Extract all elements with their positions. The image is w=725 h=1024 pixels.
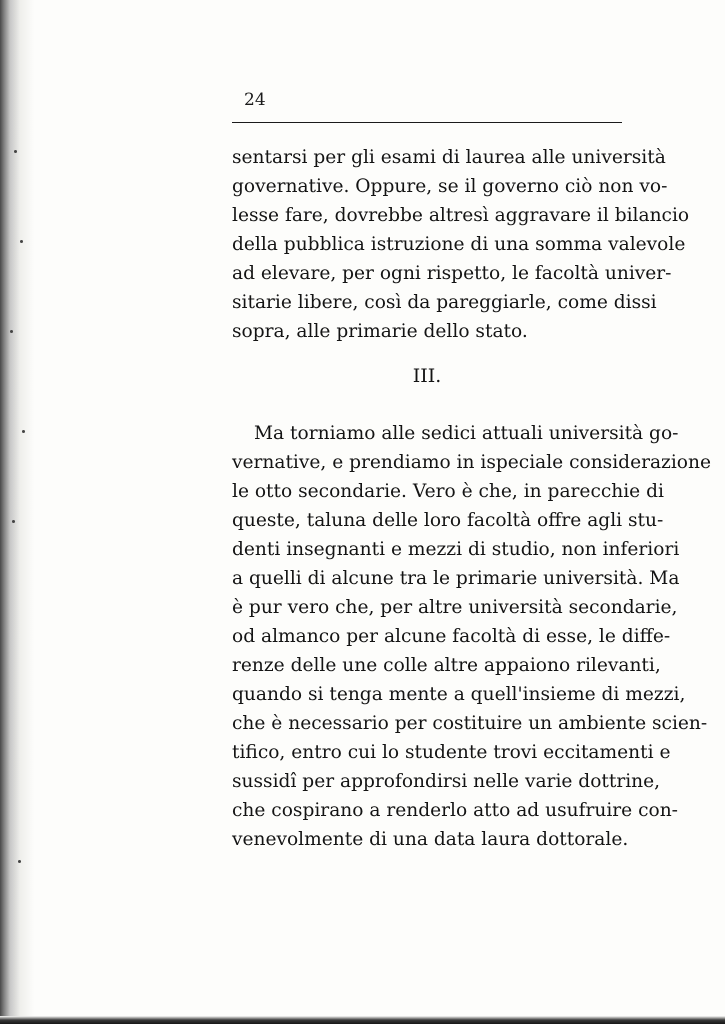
text-line: a quelli di alcune tra le primarie università. Ma — [232, 568, 680, 589]
text-line: ad elevare, per ogni rispetto, le facoltà univer- — [232, 263, 672, 284]
running-header — [232, 90, 622, 114]
text-line: sopra, alle primarie dello stato. — [232, 321, 528, 342]
text-line: Ma torniamo alle sedici attuali università go- — [254, 423, 679, 444]
paragraph-2 — [232, 419, 711, 854]
text-line: è pur vero che, per altre università secondarie, — [232, 597, 678, 618]
binding-gutter-shadow — [0, 0, 36, 1024]
header-rule — [232, 122, 622, 123]
text-line: venevolmente di una data laura dottorale. — [232, 829, 629, 850]
text-line: denti insegnanti e mezzi di studio, non inferiori — [232, 539, 680, 560]
text-line: sitarie libere, così da pareggiarle, come dissi — [232, 292, 657, 313]
text-line: governative. Oppure, se il governo ciò non vo- — [232, 176, 668, 197]
section-heading: III. — [412, 365, 442, 387]
text-line: sussidî per approfondirsi nelle varie dottrine, — [232, 771, 661, 792]
page-bottom-edge — [0, 1016, 725, 1024]
text-line: tifico, entro cui lo studente trovi eccitamenti e — [232, 742, 671, 763]
text-line: quando si tenga mente a quell'insieme di mezzi, — [232, 684, 686, 705]
text-line: od almanco per alcune facoltà di esse, le diffe- — [232, 626, 671, 647]
page-number: 24 — [244, 90, 266, 110]
text-line: che è necessario per costituire un ambiente scien- — [232, 713, 708, 734]
text-line: queste, taluna delle loro facoltà offre agli stu- — [232, 510, 664, 531]
text-line: della pubblica istruzione di una somma valevole — [232, 234, 686, 255]
text-line: che cospirano a renderlo atto ad usufruire con- — [232, 800, 678, 821]
text-line: vernative, e prendiamo in ispeciale considerazione — [232, 452, 711, 473]
text-line: sentarsi per gli esami di laurea alle università — [232, 147, 666, 168]
paragraph-1 — [232, 143, 690, 346]
text-line: renze delle une colle altre appaiono rilevanti, — [232, 655, 661, 676]
text-line: le otto secondarie. Vero è che, in parecchie di — [232, 481, 664, 502]
text-line: lesse fare, dovrebbe altresì aggravare il bilancio — [232, 205, 690, 226]
